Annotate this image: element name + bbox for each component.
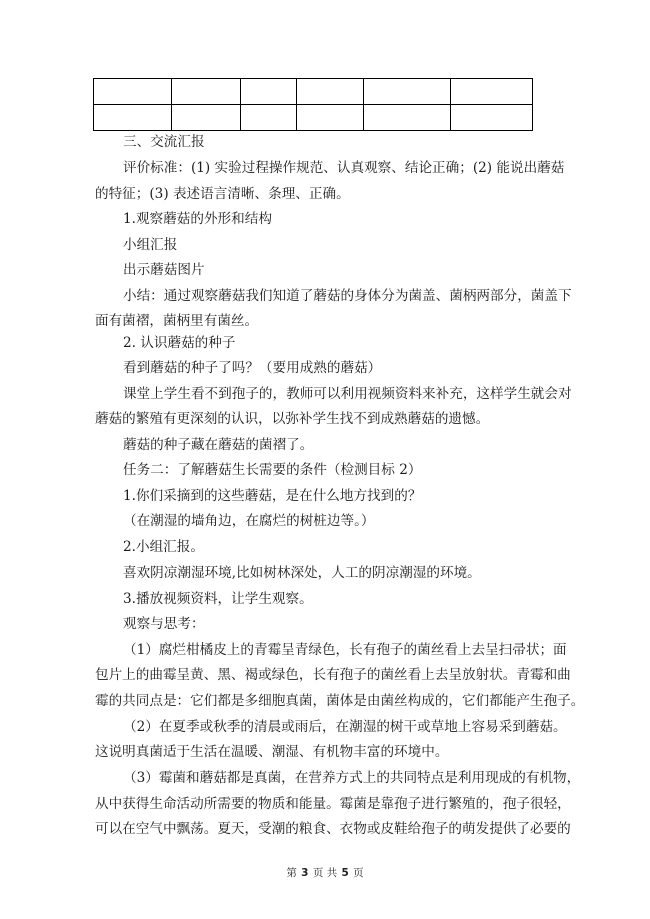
text-line: 评价标准：(1) 实验过程操作规范、认真观察、结论正确；(2) 能说出蘑菇 <box>123 160 565 176</box>
footer-suffix: 页 <box>353 867 364 879</box>
section-heading: 三、交流汇报 <box>123 134 205 150</box>
text-line: （3）霉菌和蘑菇都是真菌，在营养方式上的共同特点是利用现成的有机物， <box>123 770 581 786</box>
text-line: 出示蘑菇图片 <box>123 262 205 278</box>
text-line: 包片上的曲霉呈黄、黑、褐或绿色，长有孢子的菌丝看上去呈放射状。青霉和曲 <box>95 667 571 683</box>
text-line: 这说明真菌适于生活在温暖、潮湿、有机物丰富的环境中。 <box>95 744 449 760</box>
text-line: 课堂上学生看不到孢子的，教师可以利用视频资料来补充，这样学生就会对 <box>123 386 572 402</box>
table-cell <box>451 105 533 131</box>
table-row <box>94 105 533 131</box>
task-heading: 任务二：了解蘑菇生长需要的条件（检测目标 2） <box>123 462 422 478</box>
table-cell <box>241 79 297 105</box>
text-line: 小组汇报 <box>123 237 178 253</box>
table-cell <box>364 105 451 131</box>
table-cell <box>94 105 172 131</box>
text-line: （2）在夏季或秋季的清晨或雨后，在潮湿的树干或草地上容易采到蘑菇。 <box>123 719 567 735</box>
text-line: 蘑菇的繁殖有更深刻的认识，以弥补学生找不到成熟蘑菇的遗憾。 <box>95 411 490 427</box>
text-line: 霉的共同点是：它们都是多细胞真菌，菌体是由菌丝构成的，它们都能产生孢子。 <box>95 693 585 709</box>
footer-prefix: 第 <box>286 867 297 879</box>
total-page-number: 5 <box>341 867 349 879</box>
text-line: 小结：通过观察蘑菇我们知道了蘑菇的身体分为菌盖、菌柄两部分，菌盖下 <box>123 288 572 304</box>
text-line: 的特征；(3) 表述语言清晰、条理、正确。 <box>95 186 350 202</box>
table-cell <box>94 79 172 105</box>
table-cell <box>297 105 364 131</box>
text-line: 3.播放视频资料，让学生观察。 <box>123 591 313 607</box>
table-cell <box>297 79 364 105</box>
text-line: 面有菌褶，菌柄里有菌丝。 <box>95 313 259 329</box>
current-page-number: 3 <box>301 867 309 879</box>
text-line: 看到蘑菇的种子了吗？（要用成熟的蘑菇） <box>123 360 382 376</box>
table-cell <box>172 79 241 105</box>
table-row <box>94 79 533 105</box>
table-cell <box>172 105 241 131</box>
table-cell <box>364 79 451 105</box>
table-cell <box>241 105 297 131</box>
subheading: 2. 认识蘑菇的种子 <box>123 335 236 351</box>
blank-table <box>93 78 533 131</box>
text-line: （1）腐烂柑橘皮上的青霉呈青绿色，长有孢子的菌丝看上去呈扫帚状；面 <box>123 642 567 658</box>
text-line: 从中获得生命活动所需要的物质和能量。霉菌是靠孢子进行繁殖的，孢子很轻， <box>95 796 571 812</box>
text-line: 1.你们采摘到的这些蘑菇，是在什么地方找到的？ <box>123 488 422 504</box>
text-line: （在潮湿的墙角边，在腐烂的树桩边等。） <box>123 513 375 529</box>
text-line: 喜欢阴凉潮湿环境,比如树林深处，人工的阴凉潮湿的环境。 <box>123 565 481 581</box>
text-line: 蘑菇的种子藏在蘑菇的菌褶了。 <box>123 437 314 453</box>
table-cell <box>451 79 533 105</box>
text-line: 观察与思考： <box>123 616 205 632</box>
subheading: 1.观察蘑菇的外形和结构 <box>123 211 272 227</box>
footer-middle: 页 共 <box>312 867 338 879</box>
text-line: 2.小组汇报。 <box>123 539 204 555</box>
page-footer <box>0 866 650 880</box>
text-line: 可以在空气中飘荡。夏天，受潮的粮食、衣物或皮鞋给孢子的萌发提供了必要的 <box>95 821 571 837</box>
